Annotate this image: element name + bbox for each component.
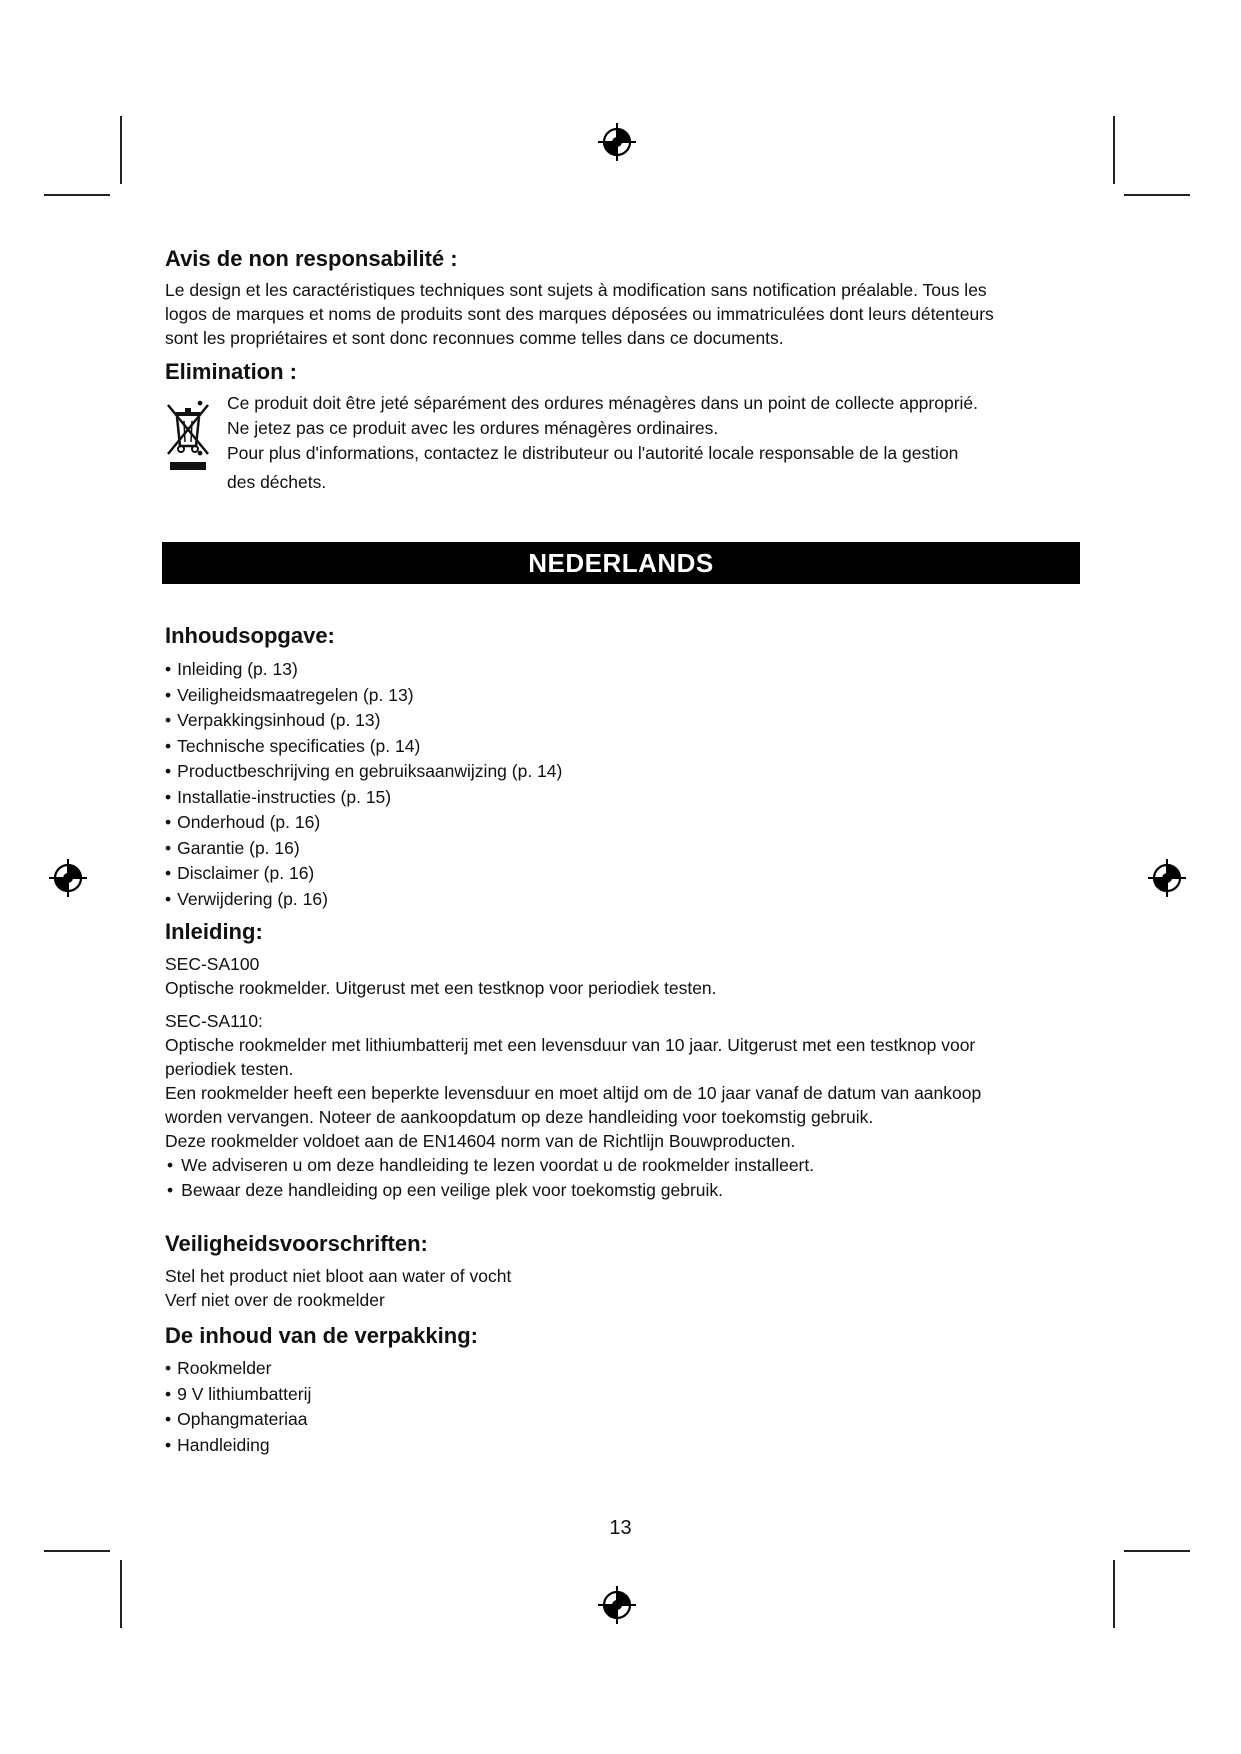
crop-mark-bottom-left-horizontal (44, 1550, 110, 1552)
package-item: • Handleiding (165, 1433, 1085, 1459)
crossed-out-wheelie-bin-icon (165, 400, 213, 474)
crop-mark-bottom-right-vertical (1113, 1560, 1115, 1628)
intro-bullet: • Bewaar deze handleiding op een veilige plek voor toekomstig gebruik. (167, 1180, 724, 1200)
disclaimer-line: sont les propriétaires et sont donc reconnues comme telles dans ce documents. (165, 328, 784, 348)
crop-mark-top-left-vertical (120, 116, 122, 184)
bullet: • (197, 443, 204, 463)
intro-bullets (165, 1153, 1085, 1203)
intro-heading: Inleiding: (165, 919, 263, 944)
crop-mark-bottom-right-horizontal (1124, 1550, 1190, 1552)
elimination-section (165, 358, 1085, 386)
safety-heading: Veiligheidsvoorschriften: (165, 1231, 428, 1256)
safety-line: Verf niet over de rookmelder (165, 1290, 385, 1310)
disclaimer-line: Le design et les caractéristiques techniques sont sujets à modification sans notification préalable. Tous les (165, 280, 987, 300)
intro-text: periodiek testen. (165, 1059, 294, 1079)
intro-text: worden vervangen. Noteer de aankoopdatum op deze handleiding voor toekomstig gebruik. (165, 1107, 874, 1127)
elimination-heading: Elimination : (165, 359, 297, 384)
package-list (165, 1356, 1085, 1458)
safety-section (165, 1230, 1085, 1312)
disclaimer-heading: Avis de non responsabilité : (165, 246, 458, 271)
package-heading: De inhoud van de verpakking: (165, 1323, 478, 1348)
elimination-item (197, 441, 1077, 495)
elimination-item-text: Pour plus d'informations, contactez le distributeur ou l'autorité locale responsable de la gestion (227, 443, 959, 463)
disclaimer-line: logos de marques et noms de produits sont des marques déposées ou immatriculées dont leurs détenteurs (165, 304, 994, 324)
intro-model: SEC-SA110: (165, 1011, 263, 1031)
intro-section (165, 918, 1085, 1203)
toc-item: • Garantie (p. 16) (165, 836, 1085, 862)
intro-bullet: • We adviseren u om deze handleiding te lezen voordat u de rookmelder installeert. (167, 1155, 815, 1175)
registration-mark-icon (48, 858, 88, 898)
registration-mark-icon (597, 1585, 637, 1625)
package-section (165, 1322, 1085, 1458)
registration-mark-icon (1147, 858, 1187, 898)
toc-item: • Onderhoud (p. 16) (165, 810, 1085, 836)
toc-section (165, 622, 1085, 912)
elimination-item-text: Ne jetez pas ce produit avec les ordures ménagères ordinaires. (227, 418, 719, 438)
package-item: • Ophangmateriaa (165, 1407, 1085, 1433)
toc-item: • Inleiding (p. 13) (165, 657, 1085, 683)
registration-mark-icon (597, 122, 637, 162)
disclaimer-section (165, 245, 1085, 350)
elimination-item (197, 391, 1077, 441)
page-number: 13 (609, 1517, 632, 1539)
toc-item: • Productbeschrijving en gebruiksaanwijzing (p. 14) (165, 759, 1085, 785)
intro-text: Optische rookmelder met lithiumbatterij met een levensduur van 10 jaar. Uitgerust met een testknop voor (165, 1035, 976, 1055)
crop-mark-top-right-vertical (1113, 116, 1115, 184)
bullet: • (197, 393, 204, 413)
bullet: • (167, 1180, 174, 1200)
intro-model: SEC-SA100 (165, 954, 260, 974)
toc-item: • Disclaimer (p. 16) (165, 861, 1085, 887)
crop-mark-top-left-horizontal (44, 194, 110, 196)
intro-text: Optische rookmelder. Uitgerust met een testknop voor periodiek testen. (165, 978, 717, 998)
toc-item: • Verwijdering (p. 16) (165, 887, 1085, 913)
toc-heading: Inhoudsopgave: (165, 623, 335, 648)
toc-list (165, 657, 1085, 912)
crop-mark-top-right-horizontal (1124, 194, 1190, 196)
toc-item: • Verpakkingsinhoud (p. 13) (165, 708, 1085, 734)
safety-line: Stel het product niet bloot aan water of vocht (165, 1266, 512, 1286)
language-banner: NEDERLANDS (162, 542, 1080, 584)
elimination-item-text: Ce produit doit être jeté séparément des ordures ménagères dans un point de collecte approprié. (227, 393, 979, 413)
package-item: • 9 V lithiumbatterij (165, 1382, 1085, 1408)
bullet: • (167, 1155, 174, 1175)
toc-item: • Veiligheidsmaatregelen (p. 13) (165, 683, 1085, 709)
crop-mark-bottom-left-vertical (120, 1560, 122, 1628)
toc-item: • Technische specificaties (p. 14) (165, 734, 1085, 760)
package-item: • Rookmelder (165, 1356, 1085, 1382)
intro-text: Deze rookmelder voldoet aan de EN14604 norm van de Richtlijn Bouwproducten. (165, 1131, 796, 1151)
toc-item: • Installatie-instructies (p. 15) (165, 785, 1085, 811)
elimination-item-text: des déchets. (227, 472, 327, 492)
intro-text: Een rookmelder heeft een beperkte levensduur en moet altijd om de 10 jaar vanaf de datum van aankoop (165, 1083, 982, 1103)
